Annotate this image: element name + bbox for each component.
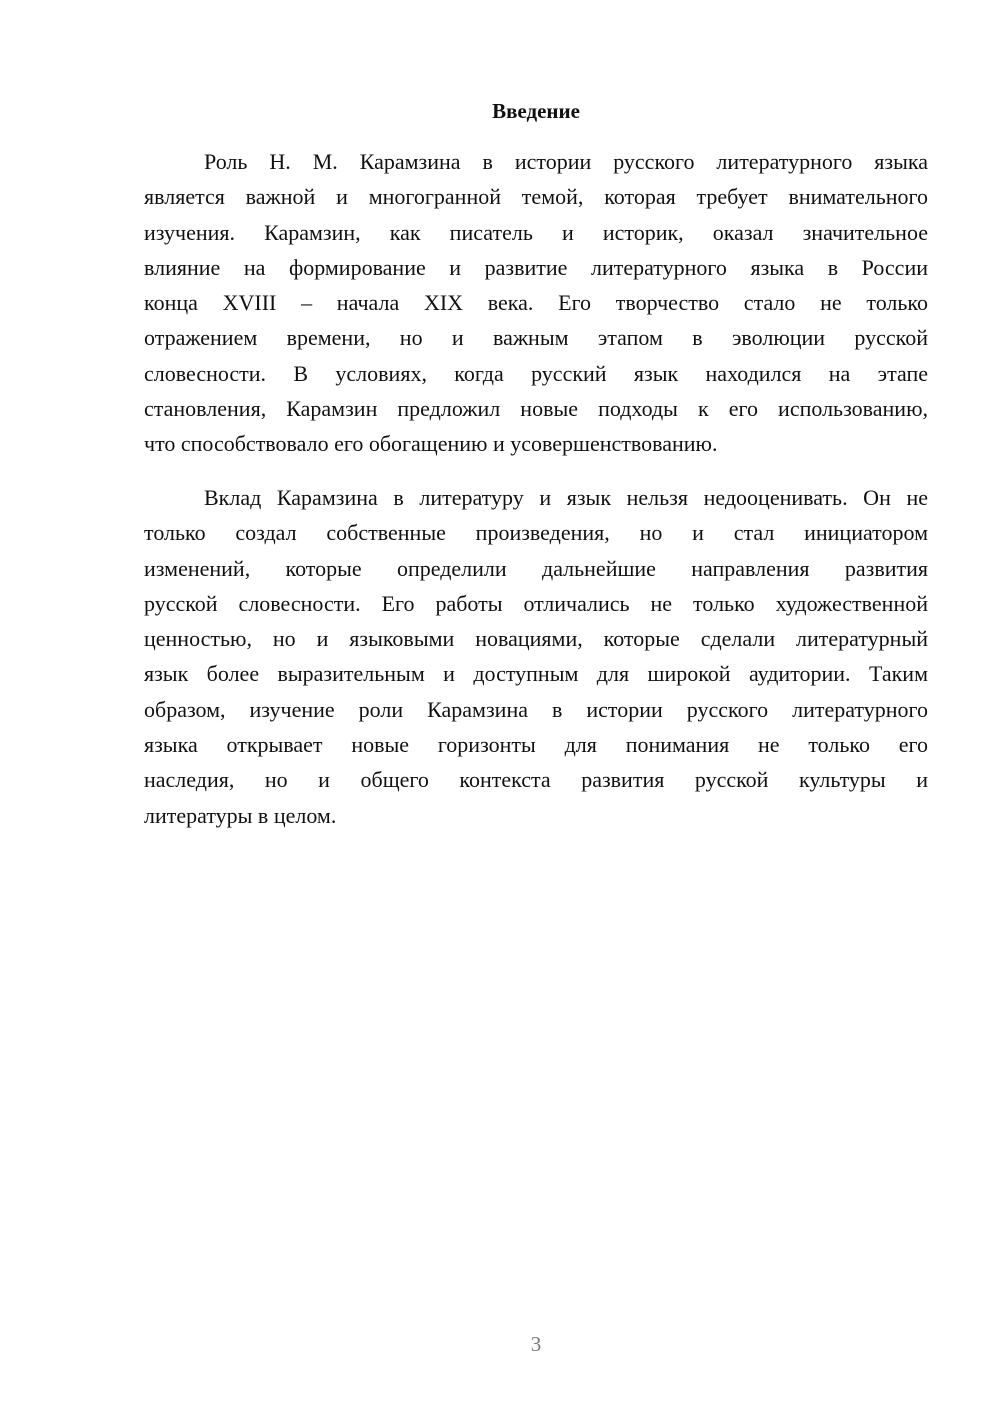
paragraph-line: языка открывает новые горизонты для понимания не только его: [144, 732, 928, 758]
paragraph-line: что способствовало его обогащению и усовершенствованию.: [144, 431, 718, 457]
paragraph-1: [144, 144, 928, 462]
paragraph-line: конца XVIII – начала XIX века. Его творчество стало не только: [144, 290, 928, 316]
paragraph-line: изучения. Карамзин, как писатель и историк, оказал значительное: [144, 219, 928, 245]
paragraph-line: Вклад Карамзина в литературу и язык нельзя недооценивать. Он не: [204, 485, 928, 510]
paragraph-line: литературы в целом.: [144, 802, 337, 828]
paragraph-line: Роль Н. М. Карамзина в истории русского литературного языка: [204, 149, 928, 174]
paragraph-line: язык более выразительным и доступным для широкой аудитории. Таким: [144, 661, 928, 687]
paragraph-line: изменений, которые определили дальнейшие направления развития: [144, 555, 928, 581]
paragraph-line: ценностью, но и языковыми новациями, которые сделали литературный: [144, 626, 928, 652]
paragraph-line: отражением времени, но и важным этапом в эволюции русской: [144, 325, 928, 351]
paragraph-line: становления, Карамзин предложил новые подходы к его использованию,: [144, 396, 928, 422]
paragraph-line: наследия, но и общего контекста развития русской культуры и: [144, 767, 928, 793]
paragraph-line: влияние на формирование и развитие литературного языка в России: [144, 254, 928, 280]
page-number: 3: [530, 1332, 542, 1356]
paragraph-2: [144, 480, 928, 833]
paragraph-line: образом, изучение роли Карамзина в истории русского литературного: [144, 696, 928, 722]
paragraph-line: является важной и многогранной темой, которая требует внимательного: [144, 184, 928, 210]
paragraph-line: словесности. В условиях, когда русский язык находился на этапе: [144, 360, 928, 386]
section-heading: Введение: [492, 99, 580, 123]
paragraph-line: русской словесности. Его работы отличались не только художественной: [144, 590, 928, 616]
paragraph-line: только создал собственные произведения, но и стал инициатором: [144, 520, 928, 546]
